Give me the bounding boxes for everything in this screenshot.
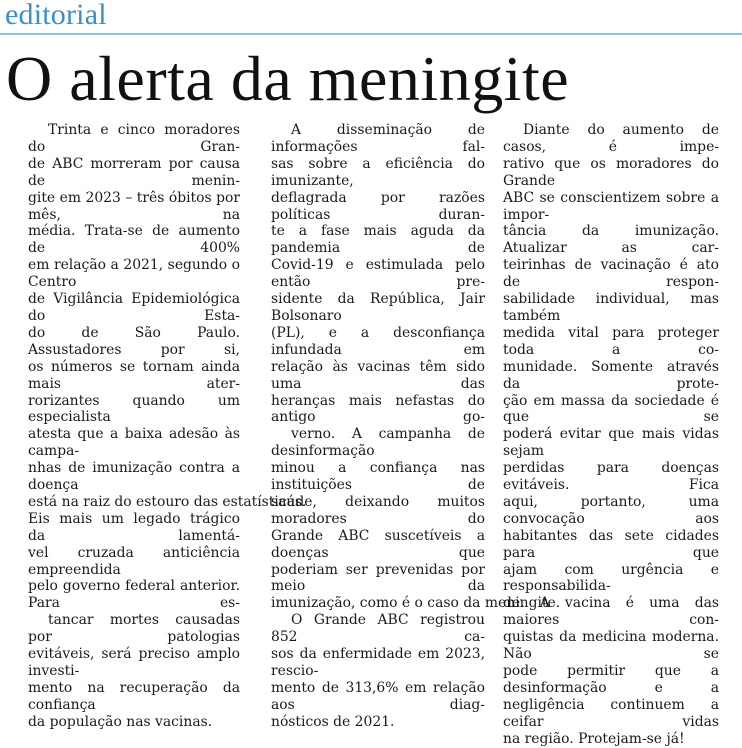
text-line: rativo que os moradores do Grande [503, 155, 719, 189]
text-line: nhas de imunização contra a doença [28, 460, 240, 494]
text-line: Diante do aumento de casos, é impe- [503, 122, 719, 155]
text-line: ABC se conscientizem sobre a impor- [503, 189, 719, 223]
text-line: teirinhas de vacinação é ato de respon- [503, 257, 719, 291]
text-line: perdidas para doenças evitáveis. Fica [503, 460, 719, 494]
text-line: sabilidade individual, mas também [503, 291, 719, 324]
text-line: A disseminação de informações fal- [271, 122, 485, 155]
text-line: quistas da medicina moderna. Não se [503, 629, 719, 663]
text-column-1 [28, 122, 307, 731]
text-line: na região. Protejam-se já! [503, 730, 685, 747]
text-line: média. Trata-se de aumento de 400% [28, 223, 240, 257]
text-line: Grande ABC suscetíveis a doenças que [271, 527, 485, 561]
text-line: gite em 2023 – três óbitos por mês, na [28, 189, 240, 223]
text-line: Eis mais um legado trágico da lamentá- [28, 510, 240, 544]
section-divider [0, 33, 742, 35]
text-line: deflagrada por razões políticas duran- [271, 189, 485, 223]
text-line: negligência continuem a ceifar vidas [503, 696, 719, 730]
text-line: pelo governo federal anterior. Para es- [28, 578, 240, 612]
text-line: nósticos de 2021. [271, 713, 395, 730]
text-line: verno. A campanha de desinformação [271, 426, 485, 460]
text-line: está na raiz do estouro das estatísticas. [28, 493, 307, 510]
text-column-2 [271, 122, 561, 731]
text-line: aqui, portanto, uma convocação aos [503, 493, 719, 527]
text-line: ajam com urgência e responsabilida- [503, 561, 719, 595]
text-line: ção em massa da sociedade é que se [503, 392, 719, 426]
section-label: editorial [5, 0, 107, 31]
text-line: tância da imunização. Atualizar as car- [503, 223, 719, 257]
headline: O alerta da meningite [6, 43, 570, 114]
text-line: poderá evitar que mais vidas sejam [503, 426, 719, 460]
text-line: munidade. Somente através da prote- [503, 358, 719, 392]
text-line: sas sobre a eficiência do imunizante, [271, 155, 485, 189]
text-column-3 [503, 122, 719, 748]
text-line: mento de 313,6% em relação aos diag- [271, 679, 485, 713]
text-line: do de São Paulo. Assustadores por si, [28, 324, 240, 358]
text-line: sidente da República, Jair Bolsonaro [271, 291, 485, 324]
text-line: vel cruzada anticiência empreendida [28, 544, 240, 578]
text-line: medida vital para proteger toda a co- [503, 324, 719, 358]
text-line: Trinta e cinco moradores do Gran- [28, 122, 240, 155]
text-line: saúde, deixando muitos moradores do [271, 493, 485, 527]
text-line: os números se tornam ainda mais ater- [28, 358, 240, 392]
text-line: poderiam ser prevenidas por meio da [271, 561, 485, 595]
text-line: Covid-19 e estimulada pelo então pre- [271, 257, 485, 291]
text-line: rorizantes quando um especialista [28, 392, 240, 426]
text-line: da população nas vacinas. [28, 713, 213, 730]
text-line: mento na recuperação da confiança [28, 679, 240, 713]
text-line: pode permitir que a desinformação e a [503, 663, 719, 696]
text-line: (PL), e a desconfiança infundada em [271, 324, 485, 358]
text-line: de Vigilância Epidemiológica do Esta- [28, 291, 240, 324]
text-line: atesta que a baixa adesão às campa- [28, 426, 240, 460]
text-line: de ABC morreram por causa de menin- [28, 155, 240, 189]
text-line: relação às vacinas têm sido uma das [271, 358, 485, 392]
text-line: em relação a 2021, segundo o Centro [28, 257, 240, 291]
text-line: imunização, como é o caso da meningite. [271, 595, 561, 612]
text-line: habitantes das sete cidades para que [503, 527, 719, 561]
text-line: evitáveis, será preciso amplo investi- [28, 646, 240, 679]
text-line: de. A vacina é uma das maiores con- [503, 595, 719, 629]
text-line: heranças mais nefastas do antigo go- [271, 392, 485, 426]
text-line: tancar mortes causadas por patologias [28, 612, 240, 646]
text-line: te a fase mais aguda da pandemia de [271, 223, 485, 257]
text-line: minou a confiança nas instituições de [271, 460, 485, 494]
text-line: O Grande ABC registrou 852 ca- [271, 612, 485, 646]
text-line: sos da enfermidade em 2023, rescio- [271, 646, 485, 679]
